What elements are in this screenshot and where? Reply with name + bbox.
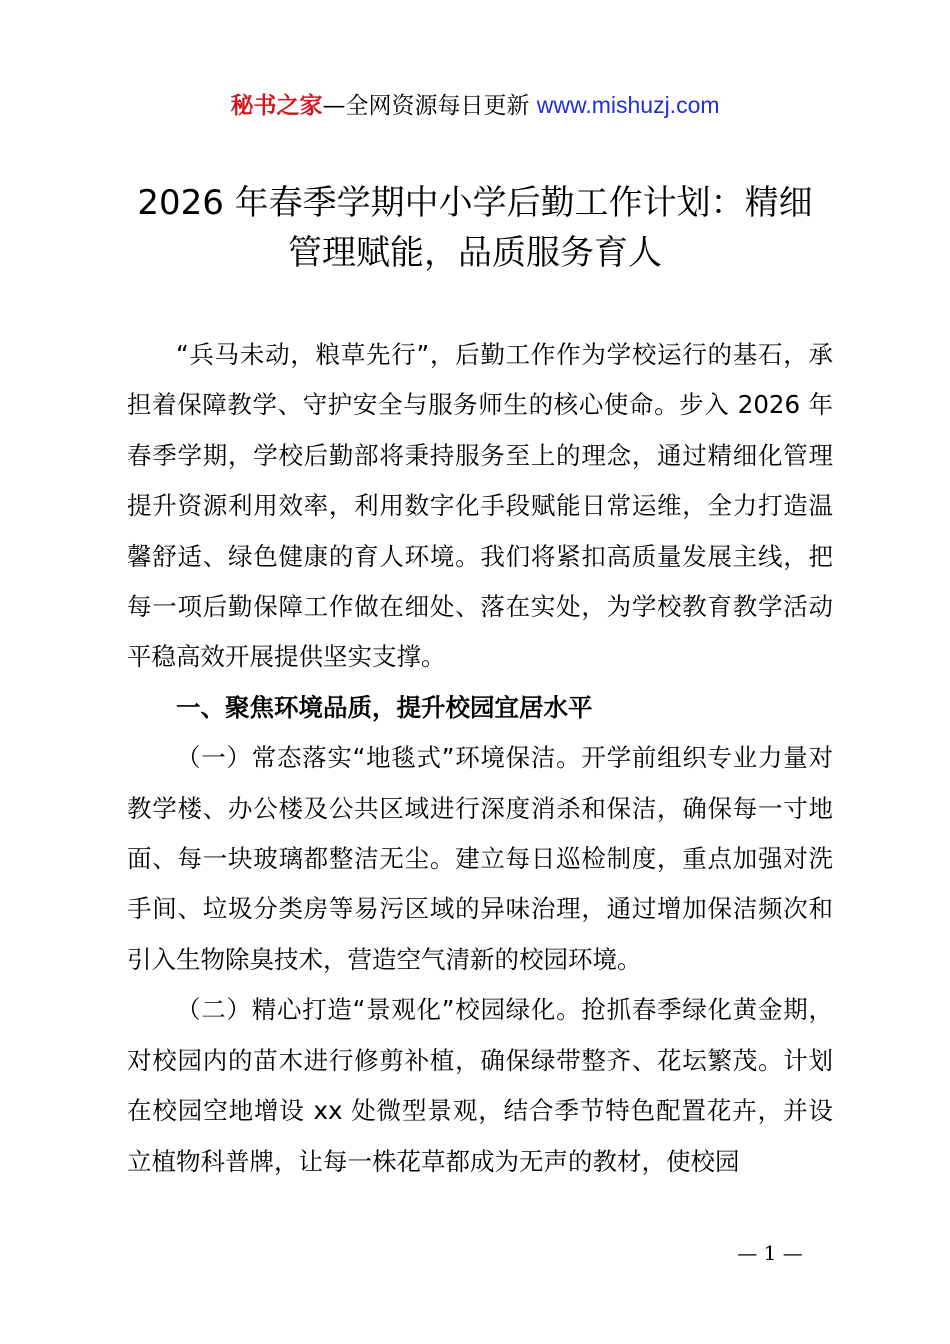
site-url-link[interactable]: www.mishuzj.com bbox=[536, 92, 720, 118]
title-line-2: 管理赋能，品质服务育人 bbox=[288, 233, 662, 273]
title-line-1: 2026 年春季学期中小学后勤工作计划：精细 bbox=[137, 183, 813, 223]
section-item-paragraph: （二）精心打造“景观化”校园绿化。抢抓春季绿化黄金期，对校园内的苗木进行修剪补植，确保绿带整齐、花坛繁茂。计划在校园空地增设 xx 处微型景观，结合季节特色配置花卉，并设立植物科普牌，让每一株花草都成为无声的教材，使校园 bbox=[127, 995, 833, 1176]
section-item-paragraph: （一）常态落实“地毯式”环境保洁。开学前组织专业力量对教学楼、办公楼及公共区域进行深度消杀和保洁，确保每一寸地面、每一块玻璃都整洁无尘。建立每日巡检制度，重点加强对洗手间、垃圾分类房等易污区域的异味治理，通过增加保洁频次和引入生物除臭技术，营造空气清新的校园环境。 bbox=[127, 743, 833, 974]
site-header bbox=[0, 88, 950, 123]
site-brand: 秘书之家 bbox=[230, 93, 323, 119]
document-body bbox=[127, 330, 833, 1187]
intro-paragraph: “兵马未动，粮草先行”，后勤工作作为学校运行的基石，承担着保障教学、守护安全与服务师生的核心使命。步入 2026 年春季学期，学校后勤部将秉持服务至上的理念，通过精细化管理提升资源利用效率，利用数字化手段赋能日常运维，全力打造温馨舒适、绿色健康的育人环境。我们将紧扣高质量发展主线，把每一项后勤保障工作做在细处、落在实处，为学校教育教学活动平稳高效开展提供坚实支撑。 bbox=[127, 340, 833, 672]
section-heading: 一、聚焦环境品质，提升校园宜居水平 bbox=[176, 692, 593, 722]
page-number: — 1 — bbox=[737, 1241, 803, 1265]
document-title bbox=[120, 178, 830, 278]
site-tagline: —全网资源每日更新 bbox=[322, 93, 537, 119]
